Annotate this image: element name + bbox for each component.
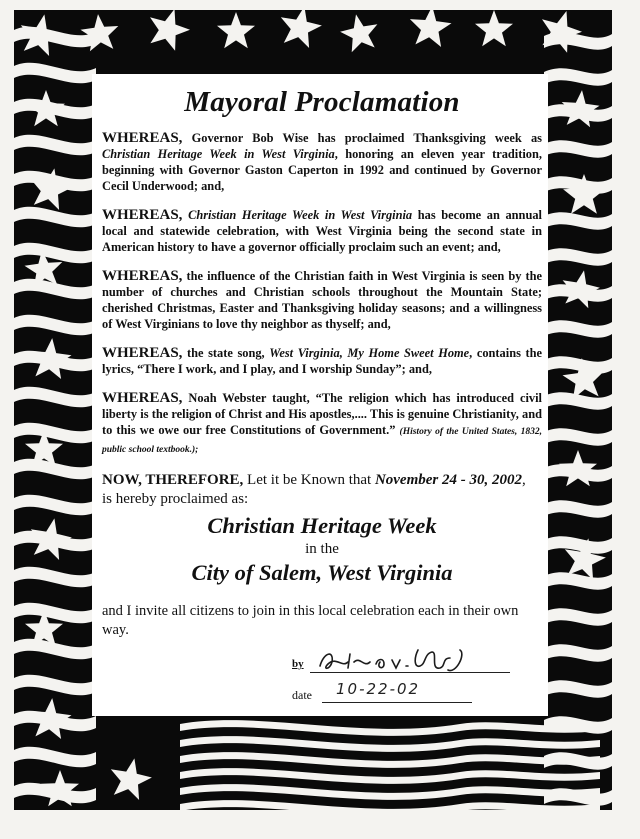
signature-date-line xyxy=(322,702,472,703)
paragraph-text: Noah Webster taught, “The religion which has introduced civil liberty is the religion of Christ and His apostles,.... This is genuine Christianity, and to this we owe our free Constitutions of Government.” xyxy=(102,391,542,437)
whereas-paragraph xyxy=(102,345,542,377)
whereas-lead: WHEREAS, xyxy=(102,207,183,223)
italic-text: West Virginia, My Home Sweet Home xyxy=(269,346,470,360)
signature-block xyxy=(292,650,532,710)
invitation-text: and I invite all citizens to join in this local celebration each in their own way. xyxy=(102,603,519,638)
now-therefore-clause xyxy=(102,471,542,509)
now-therefore-lead: NOW, THEREFORE, xyxy=(102,472,244,488)
city-name: City of Salem, West Virginia xyxy=(191,560,453,585)
whereas-paragraph xyxy=(102,130,542,194)
paragraph-text: has become an annual local and statewide celebration, with West Virginia being the second state in American history to have a governor officially proclaim such an event; and, xyxy=(102,208,542,254)
whereas-lead: WHEREAS, xyxy=(102,390,183,406)
italic-text: (History of the United States, 1832, public school textbook.); xyxy=(102,427,542,455)
paragraph-text: , honoring an eleven year tradition, beginning with Governor Gaston Caperton in 1992 and continued by Governor Cecil Underwood; and, xyxy=(102,147,542,193)
now-therefore-text: Let it be Known that xyxy=(243,472,375,488)
whereas-lead: WHEREAS, xyxy=(102,130,183,146)
signature-date-label: date xyxy=(292,688,312,702)
paragraph-text: the influence of the Christian faith in West Virginia is seen by the number of churches and Christian schools throughout the Mountain State; cherished Christmas, Easter and Thanksgiving holiday seasons; and a willingness of West Virginians to love thy neighbor as thyself; and, xyxy=(102,269,542,331)
proclamation-title: Mayoral Proclamation xyxy=(184,86,460,118)
whereas-lead: WHEREAS, xyxy=(102,268,183,284)
whereas-paragraph xyxy=(102,207,542,255)
paragraph-text: Governor Bob Wise has proclaimed Thanksgiving week as xyxy=(182,131,542,145)
event-name: Christian Heritage Week xyxy=(207,513,437,538)
proclamation-panel xyxy=(92,74,548,716)
paragraph-text: the state song, xyxy=(182,346,270,360)
signature-by-label: by xyxy=(292,658,304,670)
now-therefore-line2: is hereby proclaimed as: xyxy=(102,491,249,507)
whereas-paragraph xyxy=(102,268,542,332)
handwritten-signature xyxy=(314,644,484,678)
signature-date-value: 10-22-02 xyxy=(336,680,421,698)
paragraph-text: , contains the lyrics, “There I work, and I play, and I worship Sunday”; and, xyxy=(102,346,543,376)
whereas-clauses xyxy=(102,130,542,458)
italic-text: Christian Heritage Week in West Virginia xyxy=(188,208,413,222)
whereas-lead: WHEREAS, xyxy=(102,345,183,361)
in-the-text: in the xyxy=(305,541,339,557)
whereas-paragraph xyxy=(102,390,542,458)
proclamation-dates: November 24 - 30, 2002 xyxy=(374,472,522,488)
italic-text: Christian Heritage Week in West Virginia xyxy=(102,147,335,161)
now-therefore-tail: , xyxy=(522,472,526,488)
